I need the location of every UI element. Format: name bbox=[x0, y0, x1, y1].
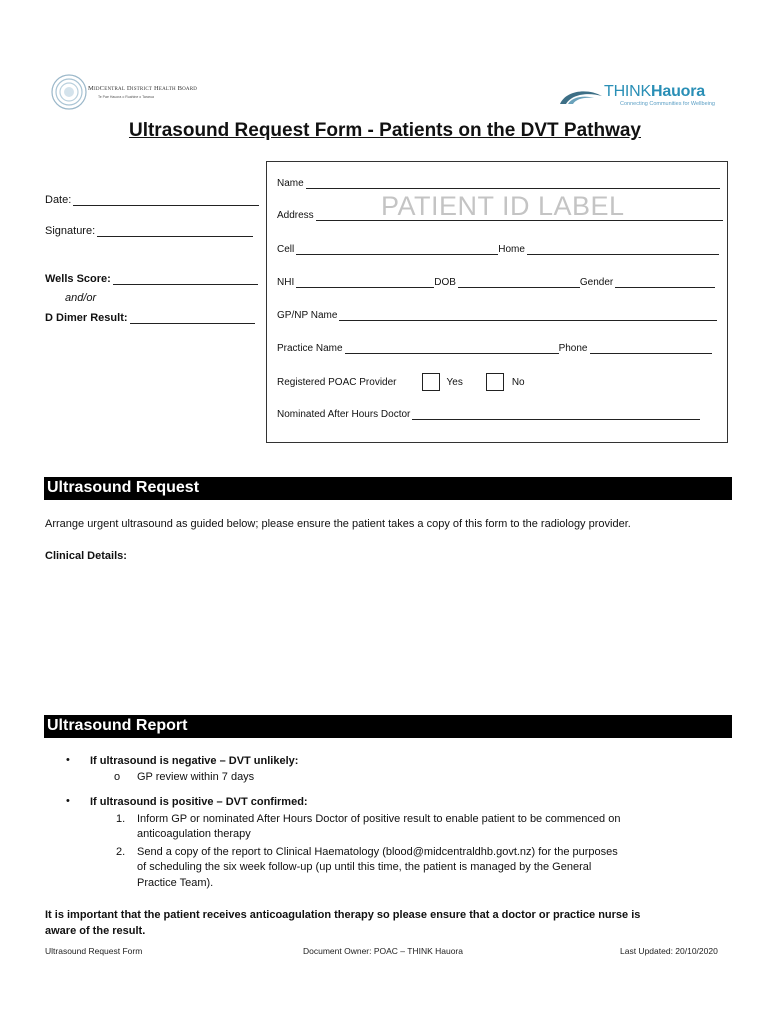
positive-result-heading: If ultrasound is positive – DVT confirmed: bbox=[90, 796, 308, 808]
wells-score-field[interactable]: Wells Score: bbox=[45, 273, 258, 285]
footer-document-owner: Document Owner: POAC – THINK Hauora bbox=[303, 946, 463, 956]
nhi-dob-gender-field[interactable]: NHI DOB Gender bbox=[277, 277, 715, 288]
bullet-icon: • bbox=[66, 795, 70, 807]
footer-last-updated: Last Updated: 20/10/2020 bbox=[620, 946, 718, 956]
mcdhb-tagline: Te Pae Hauora o Ruahine o Tararua bbox=[98, 95, 154, 99]
positive-step-2-line-3: Practice Team). bbox=[137, 877, 214, 889]
date-field[interactable]: Date: bbox=[45, 194, 259, 206]
and-or-label: and/or bbox=[65, 292, 97, 304]
positive-step-2-line-2: of scheduling the six week follow-up (up until this time, the patient is managed by the General bbox=[137, 861, 592, 873]
mcdhb-org-name: MidCentral District Health Board bbox=[88, 85, 198, 92]
request-instruction: Arrange urgent ultrasound as guided below; please ensure the patient takes a copy of this form to the radiology provider. bbox=[45, 518, 631, 530]
signature-field[interactable]: Signature: bbox=[45, 225, 253, 237]
mcdhb-seal-icon bbox=[50, 72, 88, 112]
sub-bullet-marker: o bbox=[114, 771, 121, 783]
negative-result-heading: If ultrasound is negative – DVT unlikely: bbox=[90, 755, 299, 767]
important-note-line-1: It is important that the patient receives anticoagulation therapy so please ensure that a doctor or practice nurse is bbox=[45, 909, 641, 921]
footer-form-name: Ultrasound Request Form bbox=[45, 946, 143, 956]
positive-step-2-line-1: Send a copy of the report to Clinical Haematology (blood@midcentraldhb.govt.nz) for the purposes bbox=[137, 846, 618, 858]
ultrasound-report-heading: Ultrasound Report bbox=[44, 715, 732, 738]
bullet-icon: • bbox=[66, 754, 70, 766]
positive-step-1-line-2: anticoagulation therapy bbox=[137, 828, 251, 840]
think-hauora-logo bbox=[558, 83, 733, 113]
address-field[interactable]: Address bbox=[277, 210, 723, 221]
ultrasound-request-heading: Ultrasound Request bbox=[44, 477, 732, 500]
important-note-line-2: aware of the result. bbox=[45, 925, 146, 937]
registered-poac-field: Registered POAC Provider Yes No bbox=[277, 373, 525, 391]
mcdhb-logo bbox=[50, 72, 198, 112]
after-hours-doctor-field[interactable]: Nominated After Hours Doctor bbox=[277, 409, 700, 420]
patient-id-label-watermark: PATIENT ID LABEL bbox=[381, 191, 625, 221]
patient-details-box bbox=[266, 161, 728, 443]
name-field[interactable]: Name bbox=[277, 178, 720, 189]
d-dimer-field[interactable]: D Dimer Result: bbox=[45, 312, 255, 324]
negative-result-action: GP review within 7 days bbox=[137, 771, 255, 783]
think-hauora-tagline: Connecting Communities for Wellbeing bbox=[620, 101, 715, 107]
practice-phone-field[interactable]: Practice Name Phone bbox=[277, 343, 712, 354]
step-number: 1. bbox=[116, 813, 126, 825]
think-hauora-wordmark: THINKHauora bbox=[604, 83, 705, 100]
positive-step-1-line-1: Inform GP or nominated After Hours Doctor of positive result to enable patient to be commenced on bbox=[137, 813, 621, 825]
form-title: Ultrasound Request Form - Patients on the DVT Pathway bbox=[128, 120, 641, 141]
step-number: 2. bbox=[116, 846, 126, 858]
gp-np-name-field[interactable]: GP/NP Name bbox=[277, 310, 717, 321]
poac-no-checkbox[interactable] bbox=[486, 373, 504, 391]
cell-home-field[interactable]: Cell Home bbox=[277, 244, 719, 255]
poac-yes-checkbox[interactable] bbox=[422, 373, 440, 391]
think-hauora-swoosh-icon bbox=[558, 86, 604, 106]
clinical-details-label: Clinical Details: bbox=[45, 550, 127, 562]
